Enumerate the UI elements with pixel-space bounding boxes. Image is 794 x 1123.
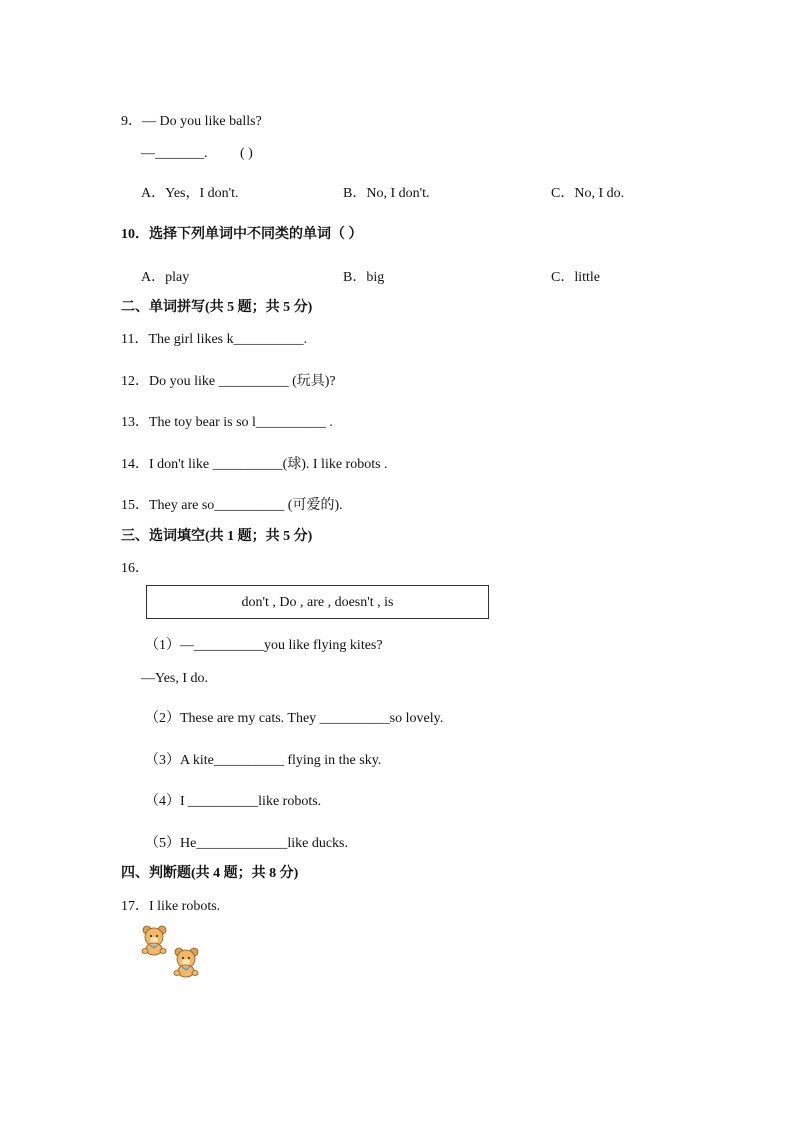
section2-heading: 二、单词拼写(共 5 题；共 5 分)	[121, 300, 313, 315]
q9-answer-line: —_______.	[141, 146, 208, 161]
teddy-bear-icon	[174, 948, 198, 977]
q9-option-b: B．No, I don't.	[343, 186, 430, 201]
q12: 12．Do you like __________ (玩具)?	[121, 374, 336, 389]
section3-heading: 三、选词填空(共 1 题；共 5 分)	[121, 529, 313, 544]
teddy-bear-icon	[142, 926, 166, 955]
q9-option-c: C．No, I do.	[551, 186, 625, 201]
q10-option-b: B．big	[343, 270, 385, 285]
q16-item-2: （2）These are my cats. They __________so lovely.	[145, 711, 444, 726]
teddy-bears-image	[138, 925, 208, 981]
q16-item-3: （3）A kite__________ flying in the sky.	[145, 753, 382, 768]
q15: 15．They are so__________ (可爱的).	[121, 498, 343, 513]
q14: 14．I don't like __________(球). I like robots .	[121, 457, 388, 472]
q10-option-c: C．little	[551, 270, 600, 285]
q9-answer-paren: ( )	[240, 146, 253, 161]
word-box: don't , Do , are , doesn't , is	[146, 585, 489, 619]
section4-heading: 四、判断题(共 4 题；共 8 分)	[121, 866, 299, 881]
q9-stem: 9．— Do you like balls?	[121, 114, 262, 129]
q16-item-5: （5）He_____________like ducks.	[145, 836, 348, 851]
q10-stem: 10．选择下列单词中不同类的单词（ ）	[121, 227, 363, 242]
q16-number: 16．	[121, 561, 149, 576]
q16-item-1-reply: —Yes, I do.	[141, 671, 209, 686]
q17: 17．I like robots.	[121, 899, 221, 914]
q13: 13．The toy bear is so l__________ .	[121, 415, 333, 430]
q16-item-4: （4）I __________like robots.	[145, 794, 322, 809]
q11: 11．The girl likes k__________.	[121, 332, 308, 347]
q16-item-1: （1）—__________you like flying kites?	[145, 638, 383, 653]
q9-option-a: A．Yes，I don't.	[141, 186, 239, 201]
q10-option-a: A．play	[141, 270, 190, 285]
